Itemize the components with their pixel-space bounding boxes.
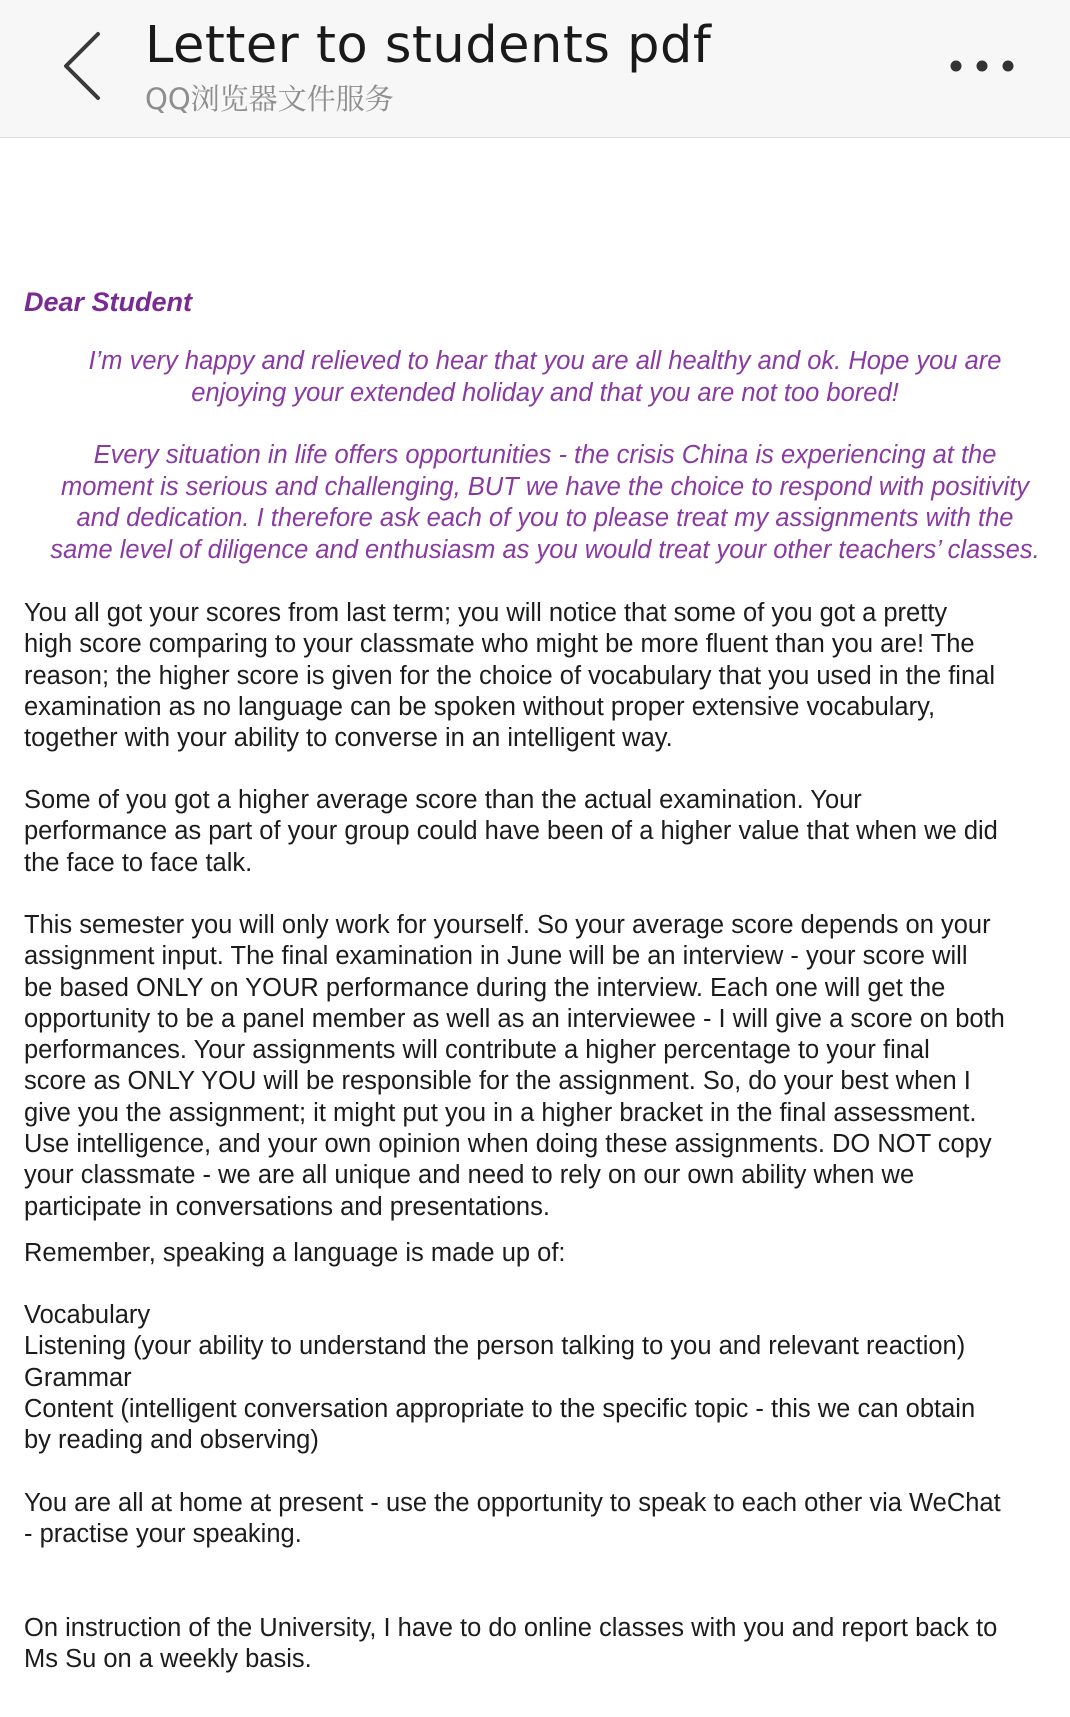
more-horizontal-icon: [942, 48, 1022, 84]
text-line: Ms Su on a weekly basis.: [24, 1645, 312, 1674]
text-line: performances. Your assignments will contribute a higher percentage to your final: [24, 1036, 930, 1065]
text-line: Every situation in life offers opportunities - the crisis China is experiencing at the: [93, 441, 997, 469]
text-line: the face to face talk.: [24, 848, 253, 877]
title-group: [145, 14, 711, 118]
text-line: On instruction of the University, I have to do online classes with you and report back to: [24, 1614, 998, 1642]
text-line: enjoying your extended holiday and that you are not too bored!: [191, 378, 899, 407]
text-line: I’m very happy and relieved to hear that you are all healthy and ok. Hope you are: [88, 347, 1002, 375]
text-line: Some of you got a higher average score than the actual examination. Your: [24, 786, 862, 814]
list-item: Grammar: [24, 1363, 132, 1392]
average-score-paragraph: [24, 785, 1064, 879]
text-line: examination as no language can be spoken without proper extensive vocabulary,: [24, 692, 936, 721]
text-line: same level of diligence and enthusiasm as you would treat your other teachers’ classes.: [50, 535, 1040, 564]
text-line: You are all at home at present - use the opportunity to speak to each other via WeChat: [24, 1489, 1001, 1517]
text-line: performance as part of your group could have been of a higher value that when we did: [24, 817, 998, 846]
text-line: moment is serious and challenging, BUT we have the choice to respond with positivity: [60, 472, 1030, 501]
instruction-paragraph: [24, 1613, 1064, 1676]
list-item: by reading and observing): [24, 1426, 319, 1455]
text-line: - practise your speaking.: [24, 1520, 302, 1549]
text-line: score as ONLY YOU will be responsible for the assignment. So, do your best when I: [24, 1067, 971, 1096]
scores-paragraph: [24, 598, 1064, 754]
text-line: You all got your scores from last term; you will notice that some of you got a pretty: [24, 599, 948, 627]
text-line: together with your ability to converse in an intelligent way.: [24, 724, 673, 753]
remember-paragraph: [24, 1238, 1064, 1269]
intro-paragraph-1: [22, 346, 1068, 409]
text-line: opportunity to be a panel member as well as an interviewee - I will give a score on both: [24, 1004, 1005, 1033]
text-line: Use intelligence, and your own opinion when doing these assignments. DO NOT copy: [24, 1130, 992, 1159]
text-line: assignment input. The final examination in June will be an interview - your score will: [24, 942, 968, 971]
chevron-left-icon: [58, 28, 122, 108]
app-header: [0, 0, 1070, 138]
text-line: be based ONLY on YOUR performance during the interview. Each one will get the: [24, 973, 946, 1002]
text-line: reason; the higher score is given for the choice of vocabulary that you used in the final: [24, 661, 995, 690]
page-subtitle: QQ浏览器文件服务: [145, 82, 394, 116]
skills-list: [24, 1300, 1064, 1456]
text-line: your classmate - we are all unique and need to rely on our own ability when we: [24, 1161, 915, 1190]
text-line: This semester you will only work for yourself. So your average score depends on your: [24, 911, 991, 939]
back-button[interactable]: [58, 28, 122, 108]
semester-paragraph: [24, 910, 1064, 1223]
list-item: Vocabulary: [24, 1301, 151, 1329]
pdf-document-viewer[interactable]: [0, 138, 1070, 1717]
list-item: Content (intelligent conversation appropriate to the specific topic - this we can obtain: [24, 1394, 976, 1423]
text-line: participate in conversations and presentations.: [24, 1192, 550, 1221]
letter-greeting: Dear Student: [24, 287, 193, 317]
home-paragraph: [24, 1488, 1064, 1551]
intro-paragraph-2: [22, 440, 1068, 566]
text-line: and dedication. I therefore ask each of you to please treat my assignments with the: [76, 504, 1014, 532]
list-item: Listening (your ability to understand the person talking to you and relevant reaction): [24, 1332, 966, 1361]
page-title: Letter to students pdf: [145, 16, 712, 75]
text-line: Remember, speaking a language is made up of:: [24, 1239, 566, 1267]
text-line: high score comparing to your classmate who might be more fluent than you are! The: [24, 630, 975, 659]
more-options-button[interactable]: [942, 48, 1022, 84]
text-line: give you the assignment; it might put you in a higher bracket in the final assessment.: [24, 1098, 977, 1127]
